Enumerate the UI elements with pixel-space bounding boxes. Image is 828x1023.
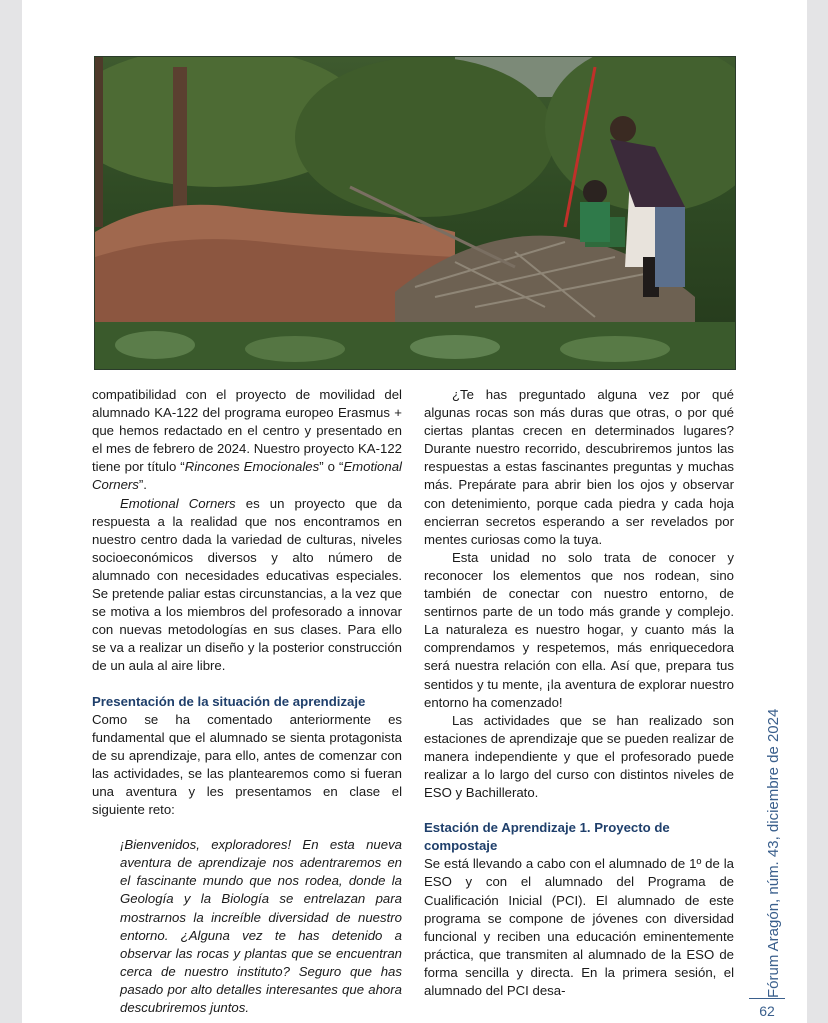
text-run: es un proyecto que da respuesta a la realidad que nos encontramos en nuestro centro dada la variedad de culturas, niveles socioeconómicos diversos y alto número de alumnado con necesidades educativas especiales. Se pretende paliar estas circunstancias, a la vez que se motiva a los miembros del profesorado a innovar con nuevas metodologías en sus clases. Para ello se va a realizar un diseño y la posterior construcción de un aula al aire libre.: [92, 495, 402, 674]
document-page: [22, 0, 807, 1023]
italic-project-name: Emotional Corners: [120, 495, 236, 511]
page-number: 62: [759, 1003, 775, 1019]
italic-title-rincones: Rincones Emocionales: [184, 459, 320, 475]
text-run: ” o “: [319, 459, 344, 475]
journal-citation: Fórum Aragón, núm. 43, diciembre de 2024: [765, 708, 782, 998]
garden-compost-photo: [94, 56, 736, 370]
right-paragraph-1: ¿Te has preguntado alguna vez por qué algunas rocas son más duras que otras, o por qué ciertas plantas crecen en determinados lugares? Durante nuestro recorrido, descubriremos juntos las respuestas a estas fascinantes preguntas y muchas más. Prepárate para abrir bien los ojos y observar con detenimiento, porque cada piedra y cada hoja encierran secretos esperando a ser revelados por mentes curiosas como la tuya.: [424, 387, 734, 547]
right-column: [424, 386, 734, 1000]
journal-sidebar: [754, 708, 782, 998]
photo-illustration: [95, 57, 735, 369]
left-paragraph-3: Como se ha comentado anteriormente es fundamental que el alumnado se sienta protagonista de su aprendizaje, para ello, antes de comenzar con las actividades, se las plantearemos como si fueran una aventura y les presentamos en clase el siguiente reto:: [92, 711, 402, 818]
section-heading-compostaje: Estación de Aprendizaje 1. Proyecto de compostaje: [424, 820, 670, 854]
text-run: compatibilidad con el proyecto de movilidad del alumnado KA-122 del programa europeo Erasmus + que hemos redactado en el centro y presentado en el mes de febrero de 2024. Nuestro proyecto KA-122 tiene por título “: [92, 387, 402, 475]
left-paragraph-1: [92, 386, 402, 495]
right-paragraph-2: Esta unidad no solo trata de conocer y reconocer los elementos que nos rodean, sino también de conectar con nuestro entorno, de sentirnos parte de un todo más grande y complejo. La naturaleza es nuestro hogar, y cuanto más la comprendamos y respetemos, más enriquecedora será nuestra relación con ella. Así que, prepara tus sentidos y tu mente, ¡la aventura de explorar nuestro entorno ha comenzado!: [424, 549, 734, 710]
section-heading-situacion: Presentación de la situación de aprendizaje: [92, 693, 366, 709]
text-run: ”.: [138, 477, 147, 493]
right-paragraph-4: Se está llevando a cabo con el alumnado de 1º de la ESO y con el alumnado del Programa de Cualificación Inicial (PCI). El alumnado de este programa se compone de jóvenes con diversidad funcional y reciben una educación eminentemente práctica, que transmiten al alumnado de la ESO de forma sencilla y directa. En la primera sesión, el alumnado del PCI desa-: [424, 856, 734, 998]
left-column: [92, 386, 402, 1017]
challenge-quote: ¡Bienvenidos, exploradores! En esta nueva aventura de aprendizaje nos adentraremos en el fascinante mundo que nos rodea, donde la Geología y la Biología se entrelazan para mostrarnos la increíble diversidad de nuestro entorno. ¿Alguna vez te has detenido a observar las rocas y plantas que se encuentran cerca de nuestro instituto? Seguro que has pasado por alto detalles interesantes que ahora descubriremos juntos.: [120, 837, 402, 1015]
italic-title-emotional-corners: Emotional Corners: [92, 459, 402, 493]
left-paragraph-2: [92, 495, 402, 676]
footer-divider: [749, 998, 785, 999]
right-paragraph-3: Las actividades que se han realizado son estaciones de aprendizaje que se pueden realizar de manera independiente y que el profesorado puede realizar a lo largo del curso con distintos niveles de ESO y Bachillerato.: [424, 712, 734, 801]
